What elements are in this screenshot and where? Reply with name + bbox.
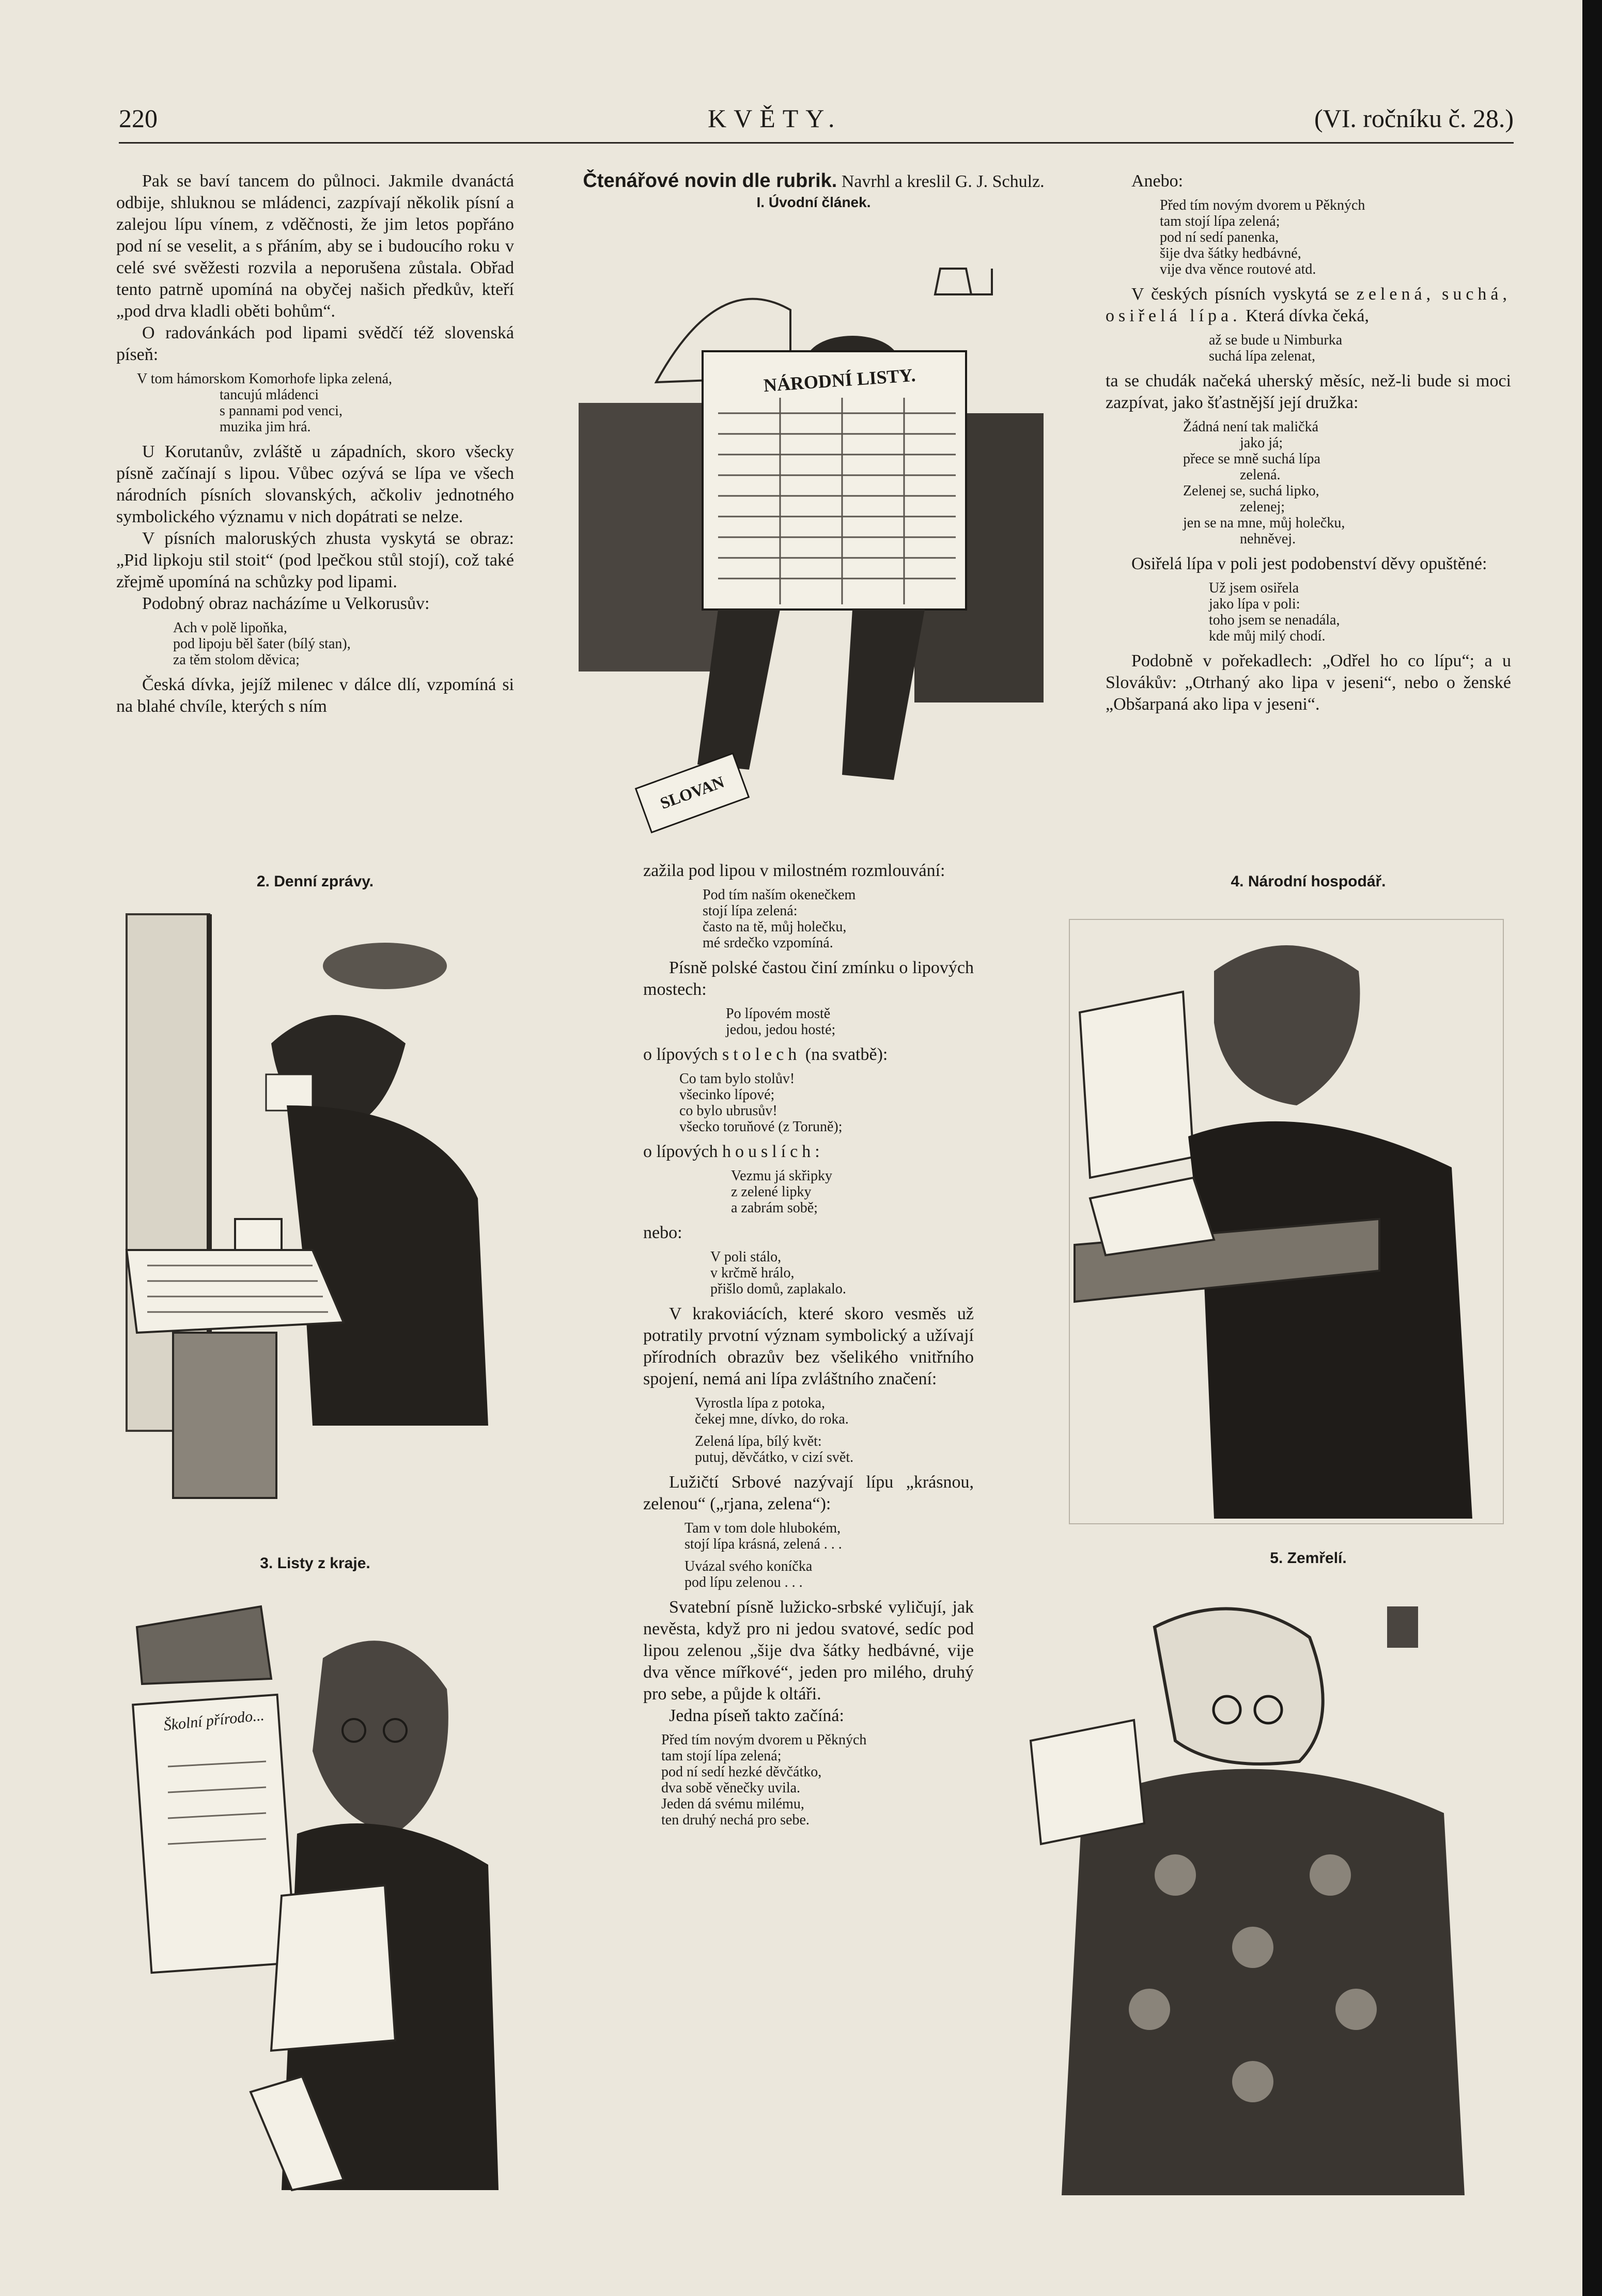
verse-line: často na tě, můj holečku, — [703, 919, 847, 935]
text-run: o lípových — [643, 1045, 718, 1064]
verse — [695, 1433, 974, 1465]
page-number: 220 — [119, 104, 158, 133]
verse-line: vije dva věnce routové atd. — [1160, 261, 1316, 277]
verse-line: tam stojí lípa zelená; — [661, 1748, 782, 1764]
verse — [685, 1558, 974, 1590]
paragraph: U Korutanův, zvláště u západních, skoro všecky písně začínají s lipou. Vůbec ozývá se lípa ve všech národních písních slovanských, ačkoliv jednotného symbolického významu v nich dopátrati se nelze. — [116, 442, 514, 526]
verse — [710, 1249, 974, 1297]
spaced-word: houslích: — [722, 1142, 824, 1161]
verse-line: přišlo domů, zaplakalo. — [710, 1281, 846, 1297]
verse-line: za těm stolom děvica; — [173, 652, 300, 668]
paragraph: nebo: — [643, 1223, 682, 1242]
verse-line: přece se mně suchá lípa — [1183, 451, 1320, 467]
column-left — [116, 170, 514, 717]
verse-line: jako já; — [1240, 435, 1283, 451]
spaced-word: zelená, — [1356, 285, 1435, 304]
verse-line: tam stojí lípa zelená; — [1160, 213, 1280, 229]
verse-line: tancujú mládenci — [220, 387, 319, 403]
caption-obituaries: 5. Zemřelí. — [1270, 1550, 1347, 1567]
verse — [661, 1732, 974, 1828]
paragraph: Svatební písně lužicko-srbské vyličují, jak nevěsta, když pro ni jedou svatové, sedíc pod lipou zelenou „šije dva šátky hedbávné, vije dva věnce mířkové“, jeden pro milého, druhý pro sebe, a půjde k oltáři. — [643, 1598, 974, 1704]
paragraph: Česká dívka, jejíž milenec v dálce dlí, vzpomíná si na blahé chvíle, kterých s ním — [116, 675, 514, 716]
verse-line: Pod tím naším okenečkem — [703, 887, 856, 903]
paragraph: Jedna píseň takto začíná: — [669, 1706, 844, 1725]
paragraph: Lužičtí Srbové nazývají lípu „krásnou, zelenou“ („rjana, zelena“): — [643, 1473, 974, 1513]
verse-line: putuj, děvčátko, v cizí svět. — [695, 1449, 854, 1465]
verse — [679, 1071, 974, 1135]
verse-line: Zelenej se, suchá lipko, — [1183, 483, 1319, 499]
verse — [726, 1006, 974, 1038]
engraving — [1059, 909, 1514, 1529]
feature-heading: Čtenářové novin dle rubrik. — [583, 170, 837, 192]
verse-line: zelenej; — [1240, 499, 1285, 515]
illustration-daily-news — [116, 909, 514, 1529]
spaced-word: stolech — [722, 1045, 801, 1064]
illustration-obituaries — [1020, 1586, 1516, 2200]
newspaper-icon — [1031, 1720, 1144, 1844]
hat-icon — [323, 943, 447, 989]
verse-line: všecko toruňové (z Toruně); — [679, 1119, 843, 1135]
paragraph: ta se chudák načeká uherský měsíc, než-li bude si moci zazpívat, jako šťastnější její družka: — [1106, 371, 1511, 412]
paragraph: Anebo: — [1131, 171, 1184, 191]
verse-line: jen se na mne, můj holečku, — [1183, 515, 1345, 531]
verse — [1209, 580, 1511, 644]
school-book-icon — [133, 1695, 296, 1973]
spaced-word: suchá, osiřelá lípa. — [1106, 285, 1512, 325]
verse-line: jedou, jedou hosté; — [726, 1022, 836, 1038]
verse-line: Žádná není tak maličká — [1183, 419, 1318, 435]
verse-line: Po lípovém mostě — [726, 1006, 831, 1022]
verse-line: dva sobě věnečky uvila. — [661, 1780, 801, 1796]
paragraph: Podobně v pořekadlech: „Odřel ho co lípu“; a u Slovákův: „Otrhaný ako lipa v jeseni“, nebo o ženské „Obšarpaná ako lipa v jeseni“. — [1106, 651, 1511, 714]
paragraph — [643, 1044, 974, 1066]
text-run: (na svatbě): — [805, 1045, 888, 1064]
verse-line: v krčmě hrálo, — [710, 1265, 795, 1281]
illustration-regional-letters — [127, 1596, 509, 2195]
engraving — [127, 1596, 509, 2195]
verse-line: pod lípu zelenou . . . — [685, 1574, 803, 1590]
text-run: V českých písních vyskytá se — [1131, 285, 1349, 304]
verse-line: toho jsem se nenadála, — [1209, 612, 1340, 628]
verse-line: všecinko lípové; — [679, 1087, 775, 1103]
engraving — [563, 248, 1059, 847]
paragraph: Pak se baví tancem do půlnoci. Jakmile dvanáctá odbije, shluknou se mládenci, zazpívají několik písní a zalejou lípu vínem, z vděčnosti, že jim letos popřáno pod ní se veselit, a s přáním, aby se i budoucího roku v celé své svěžesti rozvila a neporušena zůstala. Obřad tento patrně upomíná na obyčej našich předkův, kteří „pod drva kladli oběti bohům“. — [116, 171, 514, 321]
feature-credit: Navrhl a kreslil G. J. Schulz. — [841, 172, 1045, 191]
verse-line: pod ní sedí hezké děvčátko, — [661, 1764, 822, 1780]
engraving — [116, 909, 514, 1529]
verse — [695, 1395, 974, 1427]
column-middle — [643, 860, 974, 1834]
ledger-icon — [1080, 992, 1193, 1178]
verse — [1209, 332, 1511, 364]
verse-line: V tom hámorskom Komorhofe lipka zelená, — [137, 371, 393, 387]
caption-economist: 4. Národní hospodář. — [1231, 873, 1386, 890]
verse-line: Před tím novým dvorem u Pěkných — [1160, 197, 1365, 213]
paragraph: V písních maloruských zhusta vyskytá se obraz: „Pid lipkoju stil stoit“ (pod lpečkou stůl stojí), což také zřejmě upomíná na schůzky pod lipami. — [116, 529, 514, 591]
verse-line: ten druhý nechá pro sebe. — [661, 1812, 810, 1828]
verse-line: Uvázal svého koníčka — [685, 1558, 813, 1574]
verse — [731, 1168, 974, 1216]
verse-line: Co tam bylo stolův! — [679, 1071, 795, 1087]
verse-line: co bylo ubrusův! — [679, 1103, 777, 1119]
verse-line: mé srdečko vzpomíná. — [703, 935, 833, 951]
verse-line: Zelená lípa, bílý květ: — [695, 1433, 822, 1449]
paragraph: zažila pod lipou v milostném rozmlouvání: — [643, 861, 945, 880]
engraving — [1020, 1586, 1516, 2200]
paragraph — [1106, 284, 1511, 327]
coffee-cup-icon — [266, 1074, 313, 1111]
text-run: Která dívka čeká, — [1246, 306, 1369, 325]
verse-line: kde můj milý chodí. — [1209, 628, 1326, 644]
running-header — [119, 103, 1514, 145]
verse-line: stojí lípa zelená: — [703, 903, 798, 919]
newspaper-icon — [127, 1250, 344, 1333]
bonnet-icon — [1155, 1608, 1323, 1764]
paragraph: Písně polské častou činí zmínku o lipových mostech: — [643, 958, 974, 999]
verse-line: Ach v polě lipoňka, — [173, 620, 287, 636]
verse — [1183, 419, 1511, 547]
verse-line: V poli stálo, — [710, 1249, 782, 1265]
feature-title — [542, 170, 1085, 213]
verse-line: nehněvej. — [1240, 531, 1296, 547]
verse-line: z zelené lipky — [731, 1184, 812, 1200]
coffee-grinder-icon — [1387, 1606, 1418, 1648]
text-run: o lípových — [643, 1142, 718, 1161]
column-right — [1106, 170, 1511, 715]
verse-line: Vezmu já skřipky — [731, 1168, 832, 1184]
issue-label: (VI. ročníku č. 28.) — [1314, 104, 1514, 133]
caption-daily-news: 2. Denní zprávy. — [256, 873, 374, 890]
verse-line: pod ní sedí panenka, — [1160, 229, 1279, 245]
verse-line: stojí lípa krásná, zelená . . . — [685, 1536, 842, 1552]
verse — [173, 620, 514, 668]
verse — [685, 1520, 974, 1552]
verse-line: Tam v tom dole hlubokém, — [685, 1520, 841, 1536]
verse-line: Před tím novým dvorem u Pěkných — [661, 1732, 867, 1748]
school-book-title: Školní přírodo... — [163, 1706, 265, 1735]
verse-line: Už jsem osiřela — [1209, 580, 1299, 596]
verse — [1160, 197, 1511, 277]
verse-line: zelená. — [1240, 467, 1281, 483]
verse-line: Jeden dá svému milému, — [661, 1796, 804, 1812]
paragraph — [643, 1141, 974, 1163]
verse-line: a zabrám sobě; — [731, 1200, 818, 1216]
illustration-economist — [1059, 909, 1514, 1529]
verse-line: pod lipoju běl šater (bílý stan), — [173, 636, 351, 652]
paragraph: Podobný obraz nacházíme u Velkorusův: — [142, 594, 430, 613]
verse-line: suchá lípa zelenat, — [1209, 348, 1316, 364]
verse-line: Vyrostla lípa z potoka, — [695, 1395, 825, 1411]
verse-line: jako lípa v poli: — [1209, 596, 1300, 612]
verse-line: muzika jim hrá. — [220, 419, 311, 435]
scan-edge — [1582, 0, 1602, 2296]
feature-subtitle: I. Úvodní článek. — [756, 194, 871, 210]
header-rule — [119, 142, 1514, 144]
newspaper-masthead: NÁRODNÍ LISTY. — [763, 364, 916, 396]
verse-line: šije dva šátky hedbávné, — [1160, 245, 1301, 261]
floor-newspaper-label: SLOVAN — [657, 772, 727, 813]
verse-line: s pannami pod venci, — [220, 403, 343, 419]
illustration-editorial-reader — [563, 248, 1059, 847]
verse-line: až se bude u Nimburka — [1209, 332, 1343, 348]
caption-regional-letters: 3. Listy z kraje. — [260, 1555, 370, 1572]
verse — [137, 371, 514, 435]
verse-line: čekej mne, dívko, do roka. — [695, 1411, 849, 1427]
paragraph: Osiřelá lípa v poli jest podobenství děvy opuštěné: — [1131, 554, 1487, 573]
paragraph: V krakoviácích, které skoro vesměs už potratily prvotní význam symbolický a užívají přírodních obrazův bez všelikého vnitřního spojení, nemá ani lípa zvláštního značení: — [643, 1304, 974, 1388]
masthead: KVĚTY. — [708, 104, 842, 133]
verse — [703, 887, 974, 951]
paragraph: O radovánkách pod lipami svědčí též slovenská píseň: — [116, 323, 514, 364]
